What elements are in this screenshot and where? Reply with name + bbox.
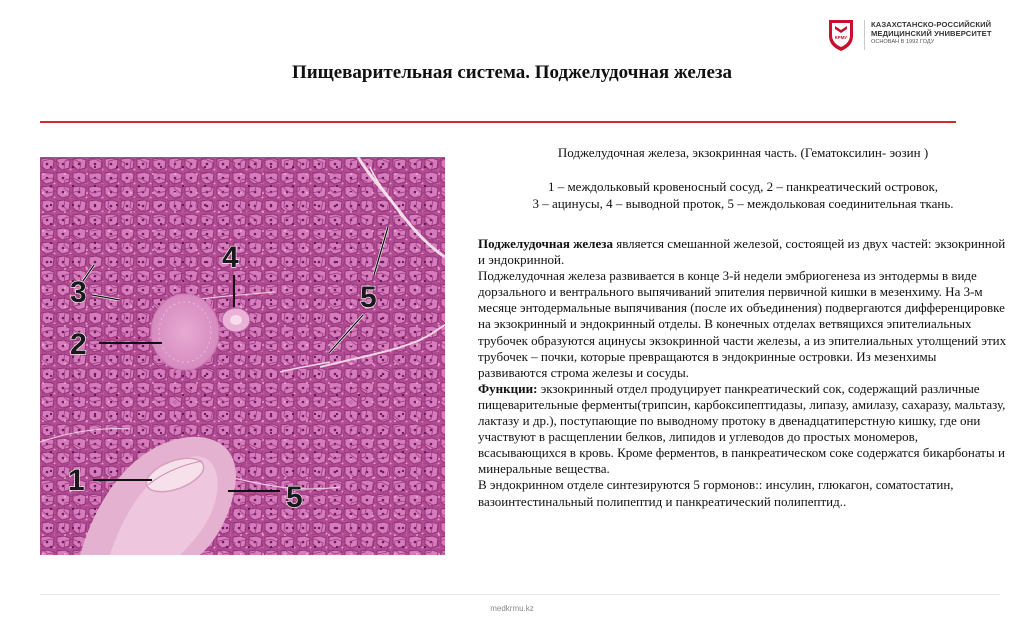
- footer-divider: [40, 594, 1000, 595]
- figure-caption: [478, 144, 1008, 212]
- caption-legend-line: 3 – ацинусы, 4 – выводной проток, 5 – междольковая соединительная ткань.: [532, 196, 954, 211]
- footer-url: medkrmu.kz: [490, 604, 534, 613]
- university-logo: [826, 18, 996, 54]
- label-5: 5: [286, 481, 303, 514]
- histology-image: [40, 157, 445, 555]
- paragraph: Поджелудочная железа развивается в конце 3-й недели эмбриогенеза из энтодермы в виде дорзального и вентрального выпячиваний эпителия первичной кишки в мезенхиму. На 3-м месяце энтодермальные выпячивания (после их объединения) подвергаются дифференцировке на экзокринный и эндокринный отделы. В конечных отделах ветвящихся эпителиальных трубочек образуются ацинусы экзокринной части железы, а из эпителиальных утолщений этих трубочек – почки, которые превращаются в эндокринные островки. Из мезенхимы развиваются строма железы и сосуды.: [478, 268, 1007, 380]
- excretory-duct-lumen: [230, 315, 242, 325]
- histology-micrograph: [40, 157, 445, 555]
- title-divider: [40, 121, 956, 123]
- logo-line-3: ОСНОВАН В 1992 ГОДУ: [871, 39, 935, 45]
- caption-gap: [478, 161, 1008, 178]
- description-text: [478, 236, 1008, 510]
- slide-title: Пищеварительная система. Поджелудочная железа: [291, 62, 733, 83]
- tissue-texture: [40, 157, 445, 555]
- caption-title: Поджелудочная железа, экзокринная часть. (Гематоксилин- эозин ): [557, 145, 929, 160]
- paragraph-text: экзокринный отдел продуцирует панкреатический сок, содержащий различные пищеварительные ферменты(трипсин, карбоксипептидазы, липазу, амилазу, сахаразу, мальтазу, лактазу и др.), поступающие по выводному протоку в двенадцатиперстную кишку, где они участвуют в расщеплении белков, липидов и углеводов до простых мономеров, всасывающихся в кровь. Кроме ферментов, в панкреатическом соке содержатся бикарбонаты и минеральные вещества.: [478, 380, 1006, 477]
- label-5: 5: [360, 281, 377, 314]
- logo-divider: [864, 20, 865, 50]
- label-4: 4: [222, 241, 239, 274]
- caption-legend-line: 1 – междольковый кровеносный сосуд, 2 – панкреатический островок,: [547, 179, 939, 194]
- logo-text: [871, 20, 992, 47]
- paragraph: [478, 381, 1008, 478]
- logo-line-2: МЕДИЦИНСКИЙ УНИВЕРСИТЕТ: [871, 29, 992, 38]
- term-bold: Функции:: [478, 380, 538, 396]
- label-2: 2: [70, 328, 87, 361]
- paragraph: В эндокринном отделе синтезируются 5 гормонов:: инсулин, глюкагон, соматостатин, вазоинтестинальный полипептид и панкреатический полипептид..: [478, 477, 954, 509]
- pancreatic-islet: [151, 294, 219, 370]
- term-bold: Поджелудочная железа: [478, 236, 613, 251]
- university-shield-icon: [826, 18, 856, 52]
- label-1: 1: [68, 464, 85, 497]
- label-3: 3: [70, 276, 87, 309]
- paragraph-text: является смешанной железой, состоящей из двух частей: экзокринной и эндокринной.: [478, 236, 1006, 268]
- logo-badge-text: КРМУ: [834, 35, 848, 40]
- logo-line-1: КАЗАХСТАНСКО-РОССИЙСКИЙ: [871, 20, 992, 29]
- paragraph: [478, 236, 1008, 268]
